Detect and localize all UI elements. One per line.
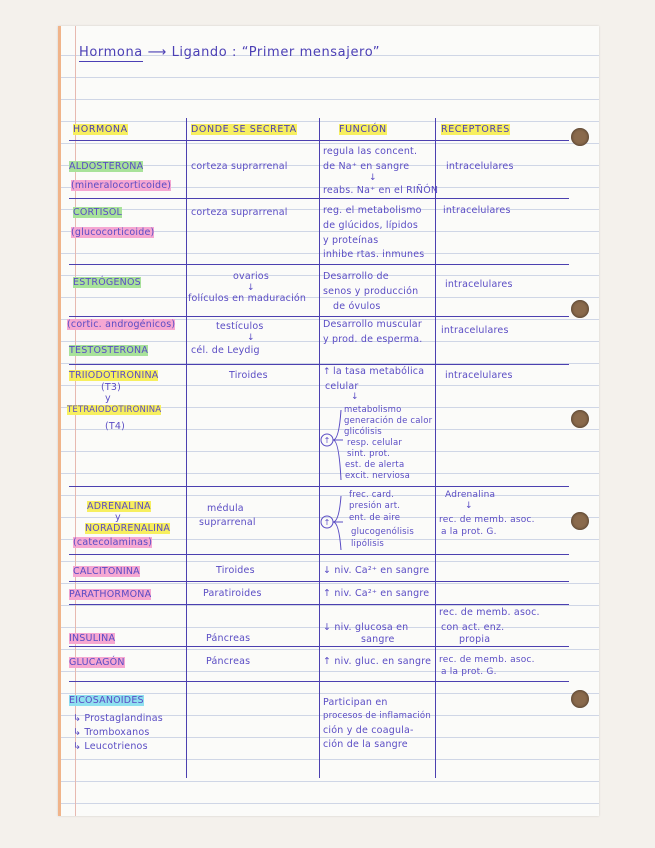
row-divider (69, 364, 569, 365)
conjunction: y (115, 512, 121, 523)
down-arrow-icon: ↓ (369, 173, 377, 183)
hormone-subtype: (catecolaminas) (73, 537, 153, 548)
hormone-abbrev: (T3) (101, 382, 122, 393)
branch-item: resp. celular (347, 438, 403, 448)
secretion-site: Tiroides (216, 565, 255, 576)
title-ligando: Ligando : “Primer mensajero” (171, 45, 381, 60)
eicosanoid-item: Prostaglandinas (84, 713, 163, 724)
receptor-type: rec. de memb. asoc. (439, 515, 535, 525)
branch-arrow-icon: ↳ (73, 741, 85, 752)
hormone-abbrev: (T4) (105, 421, 126, 432)
branch-brace-icon (319, 492, 349, 554)
binder-hole (571, 690, 589, 708)
function-line: inhibe rtas. inmunes (323, 249, 425, 260)
branch-item: glucogenólisis (351, 527, 414, 537)
hormone-eicosanoides: EICOSANOIDES (69, 695, 144, 706)
receptor-type: intracelulares (445, 370, 513, 381)
function-line: Desarrollo muscular (323, 319, 422, 330)
secretion-site: ovarios (233, 271, 269, 282)
conjunction: y (105, 393, 111, 404)
row-divider (69, 316, 569, 317)
binder-hole (571, 300, 589, 318)
down-arrow-icon: ↓ (465, 501, 473, 511)
hormone-triiodotironina: TRIIODOTIRONINA (69, 370, 159, 381)
hormone-calcitonina: CALCITONINA (73, 566, 140, 577)
header-funcion: FUNCIÓN (339, 124, 387, 135)
binder-hole (571, 512, 589, 530)
branch-item: glicólisis (344, 427, 382, 437)
row-divider (69, 681, 569, 682)
function-line: ción y de coagula- (323, 725, 414, 736)
branch-item: presión art. (349, 501, 401, 511)
up-arrow-icon: ↑ (323, 656, 335, 667)
branch-item: est. de alerta (345, 460, 405, 470)
branch-item: lipólisis (351, 539, 385, 549)
function-line: reg. el metabolismo (323, 205, 422, 216)
down-arrow-icon: ↓ (323, 565, 335, 576)
branch-arrow-icon: ↳ (73, 713, 85, 724)
receptor-type: intracelulares (443, 205, 511, 216)
hormone-tetraiodotironina: TETRAIODOTIRONINA (67, 405, 162, 415)
function-line: de glúcidos, lípidos (323, 220, 419, 231)
hormone-subtype: (cortic. androgénicos) (67, 319, 176, 330)
hormone-subtype: (glucocorticoide) (71, 227, 155, 238)
function-line: la tasa metabólica (333, 366, 425, 377)
secretion-site: Páncreas (206, 633, 251, 644)
receptor-type-detail: a la prot. G. (441, 667, 497, 677)
secretion-site-detail: folículos en maduración (188, 293, 307, 304)
function-line: de Na⁺ en sangre (323, 161, 410, 172)
column-divider (186, 118, 187, 778)
svg-text:↑: ↑ (323, 436, 331, 445)
branch-arrow-icon: ↳ (73, 727, 85, 738)
secretion-site: Páncreas (206, 656, 251, 667)
secretion-site: testículos (216, 321, 264, 332)
down-arrow-icon: ↓ (247, 283, 255, 293)
header-donde: DONDE SE SECRETA (191, 124, 297, 135)
function-line: de óvulos (333, 301, 381, 312)
row-divider (69, 581, 569, 582)
function-line: y proteínas (323, 235, 379, 246)
function-line: ción de la sangre (323, 739, 408, 750)
branch-item: sint. prot. (347, 449, 391, 459)
function-line: niv. Ca²⁺ en sangre (334, 588, 430, 599)
row-divider (69, 646, 569, 647)
eicosanoid-item: Tromboxanos (84, 727, 150, 738)
up-arrow-icon: ↑ (323, 588, 335, 599)
branch-item: excit. nerviosa (345, 471, 411, 481)
receptor-type: rec. de memb. asoc. (439, 655, 535, 665)
branch-item: ent. de aire (349, 513, 401, 523)
function-line: niv. glucosa en (334, 622, 409, 633)
function-line: Participan en (323, 697, 388, 708)
function-line: procesos de inflamación (323, 711, 431, 721)
function-line: celular (325, 381, 359, 392)
hormone-glucagon: GLUCAGÓN (69, 657, 125, 668)
header-hormona: HORMONA (73, 124, 128, 135)
row-divider (69, 198, 569, 199)
row-divider (69, 554, 569, 555)
row-divider (69, 604, 569, 605)
hormone-parathormona: PARATHORMONA (69, 589, 152, 600)
binder-hole (571, 410, 589, 428)
receptor-type: intracelulares (446, 161, 514, 172)
down-arrow-icon: ↓ (351, 392, 359, 402)
secretion-site-detail: cél. de Leydig (191, 345, 260, 356)
title-arrow: ⟶ (147, 45, 167, 60)
receptor-type: intracelulares (445, 279, 513, 290)
receptor-type-detail: a la prot. G. (441, 527, 497, 537)
down-arrow-icon: ↓ (323, 622, 335, 633)
hormone-cortisol: CORTISOL (73, 207, 123, 218)
header-receptores: RECEPTORES (441, 124, 510, 135)
receptor-type-detail: con act. enz. (441, 622, 505, 633)
secretion-site: corteza suprarrenal (191, 161, 288, 172)
row-divider (69, 486, 569, 487)
title-hormona: Hormona (79, 45, 143, 60)
row-divider (69, 264, 569, 265)
hormone-estrogenos: ESTRÓGENOS (73, 277, 141, 288)
receptor-type: intracelulares (441, 325, 509, 336)
secretion-site: Tiroides (229, 370, 268, 381)
secretion-site: Paratiroides (203, 588, 262, 599)
hormone-adrenalina: ADRENALINA (87, 501, 151, 512)
row-divider (69, 140, 569, 141)
function-line: senos y producción (323, 286, 419, 297)
branch-item: frec. card. (349, 490, 395, 500)
receptor-type: rec. de memb. asoc. (439, 607, 540, 618)
hormone-subtype: (mineralocorticoide) (71, 180, 172, 191)
notebook-page (58, 26, 599, 816)
up-arrow-icon: ↑ (323, 367, 331, 377)
hormone-insulina: INSULINA (69, 633, 116, 644)
function-line: sangre (361, 634, 395, 645)
secretion-site: corteza suprarrenal (191, 207, 288, 218)
page-title (79, 45, 380, 60)
svg-text:↑: ↑ (323, 518, 331, 527)
hormone-noradrenalina: NORADRENALINA (85, 523, 171, 534)
receptor-target: Adrenalina (445, 490, 496, 500)
function-line: niv. Ca²⁺ en sangre (334, 565, 430, 576)
branch-item: metabolismo (344, 405, 402, 415)
function-line: niv. gluc. en sangre (334, 656, 432, 667)
secretion-site-detail: suprarrenal (199, 517, 256, 528)
hormone-testosterona: TESTOSTERONA (69, 345, 149, 356)
branch-item: generación de calor (344, 416, 433, 426)
eicosanoid-item: Leucotrienos (84, 741, 148, 752)
binder-hole (571, 128, 589, 146)
hormone-aldosterona: ALDOSTERONA (69, 161, 144, 172)
function-line: y prod. de esperma. (323, 334, 423, 345)
function-line: Desarrollo de (323, 271, 389, 282)
function-line: reabs. Na⁺ en el RIÑÓN (323, 185, 439, 196)
down-arrow-icon: ↓ (247, 333, 255, 343)
function-line: regula las concent. (323, 146, 418, 157)
column-divider (435, 118, 436, 778)
secretion-site: médula (207, 503, 244, 514)
receptor-type-detail: propia (459, 634, 491, 645)
